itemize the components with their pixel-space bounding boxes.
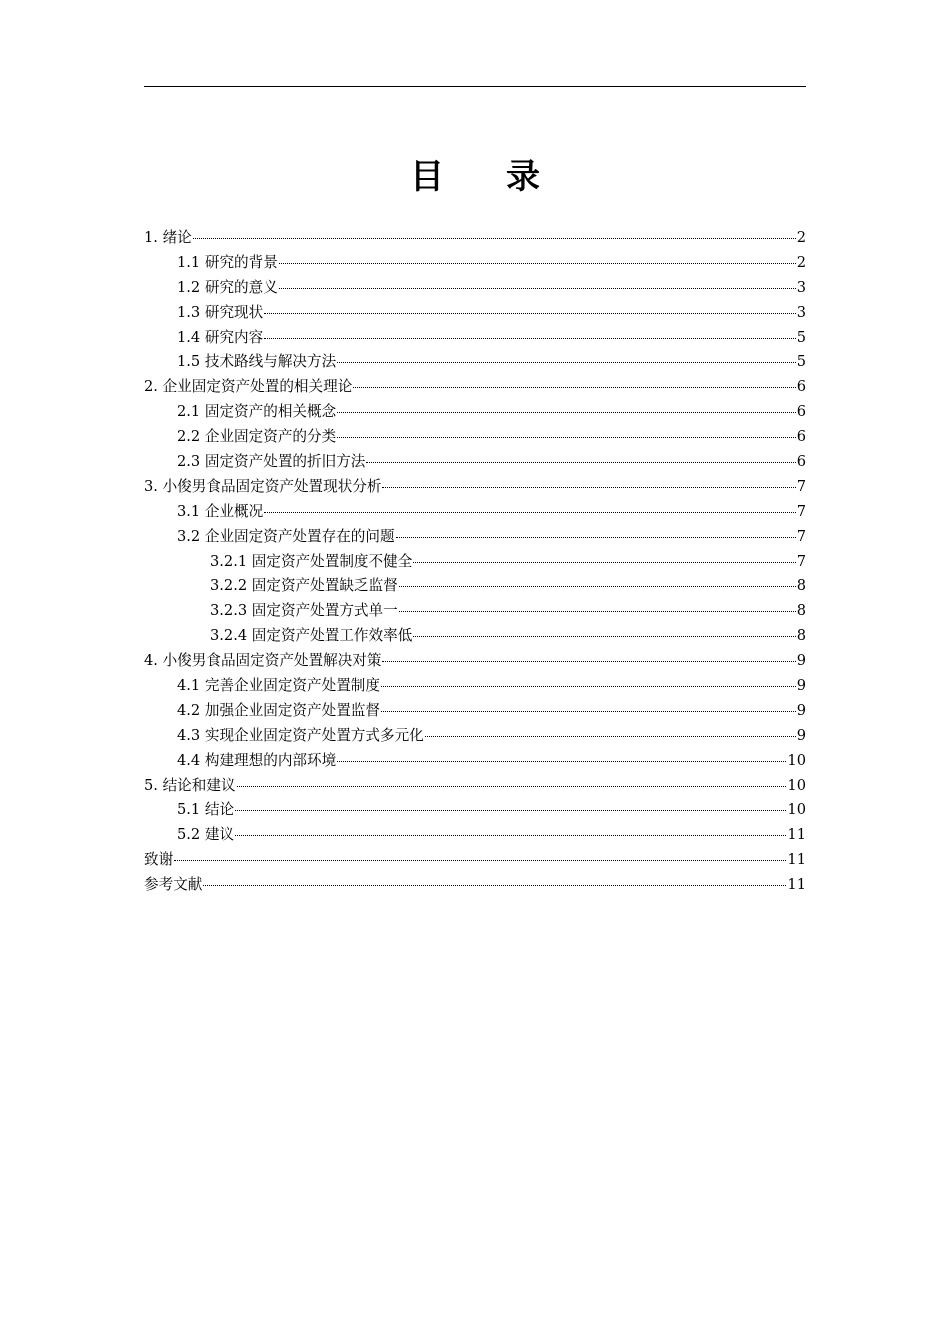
toc-dot-leader [399,597,796,613]
toc-entry[interactable] [144,425,806,450]
toc-dot-leader [399,572,796,588]
toc-entry[interactable] [144,226,806,251]
toc-list [144,226,806,898]
toc-entry[interactable] [144,848,806,873]
toc-entry-label: 1.2 研究的意义 [177,278,278,296]
toc-dot-leader [174,846,786,862]
toc-entry-page: 3 [796,278,806,296]
toc-entry-page: 9 [796,726,806,744]
toc-entry-page: 6 [796,378,806,396]
toc-entry-page: 10 [787,776,806,794]
toc-title-part2: 录 [506,157,540,197]
toc-entry-label: 3. 小俊男食品固定资产处置现状分析 [144,477,382,495]
toc-entry[interactable] [144,400,806,425]
toc-entry[interactable] [144,599,806,624]
toc-dot-leader [413,622,795,638]
toc-dot-leader [382,472,795,488]
toc-entry-page: 6 [796,428,806,446]
toc-dot-leader [413,547,795,563]
toc-entry-page: 3 [796,303,806,321]
toc-entry-label: 3.2 企业固定资产处置存在的问题 [177,527,395,545]
toc-entry[interactable] [144,774,806,799]
toc-entry[interactable] [144,798,806,823]
toc-entry[interactable] [144,251,806,276]
toc-dot-leader [264,497,795,513]
toc-entry-page: 7 [796,552,806,570]
toc-entry[interactable] [144,450,806,475]
toc-entry-label: 2.3 固定资产处置的折旧方法 [177,453,366,471]
toc-entry-label: 2. 企业固定资产处置的相关理论 [144,378,353,396]
toc-entry-page: 8 [796,602,806,620]
header-rule [144,86,806,87]
toc-entry[interactable] [144,276,806,301]
toc-entry-page: 9 [796,701,806,719]
toc-entry[interactable] [144,375,806,400]
toc-dot-leader [337,398,796,414]
toc-entry-page: 9 [796,677,806,695]
toc-entry[interactable] [144,301,806,326]
toc-entry-label: 1. 绪论 [144,229,192,246]
toc-dot-leader [337,746,786,762]
toc-entry[interactable] [144,550,806,575]
toc-title-part1: 目 [410,157,444,197]
toc-dot-leader [264,298,795,314]
toc-entry-label: 3.2.3 固定资产处置方式单一 [210,602,398,620]
toc-dot-leader [366,447,795,463]
toc-entry-page: 10 [787,751,806,769]
toc-entry-label: 5. 结论和建议 [144,776,236,794]
toc-entry-label: 4.1 完善企业固定资产处置制度 [177,677,380,695]
toc-dot-leader [237,771,787,787]
toc-entry-page: 11 [787,851,806,869]
toc-entry-label: 5.2 建议 [177,826,235,844]
toc-entry[interactable] [144,326,806,351]
toc-entry-label: 1.3 研究现状 [177,303,264,321]
toc-entry[interactable] [144,624,806,649]
toc-entry-label: 1.1 研究的背景 [177,253,278,271]
toc-entry-page: 6 [796,453,806,471]
toc-entry-page: 8 [796,627,806,645]
toc-entry-label: 4.3 实现企业固定资产处置方式多元化 [177,726,424,744]
toc-entry-page: 7 [796,527,806,545]
toc-dot-leader [337,348,796,364]
toc-dot-leader [264,323,795,339]
toc-entry-page: 11 [787,826,806,844]
toc-entry-label: 1.4 研究内容 [177,328,264,346]
toc-entry[interactable] [144,500,806,525]
toc-dot-leader [396,522,796,538]
toc-dot-leader [235,796,786,812]
toc-entry[interactable] [144,574,806,599]
toc-entry-page: 5 [796,328,806,346]
toc-dot-leader [203,871,786,887]
toc-entry-page: 11 [787,876,806,894]
toc-entry[interactable] [144,649,806,674]
toc-entry-label: 致谢 [144,851,174,869]
toc-entry-label: 4. 小俊男食品固定资产处置解决对策 [144,652,382,670]
toc-entry-page: 7 [796,477,806,495]
toc-entry-label: 2.1 固定资产的相关概念 [177,403,337,421]
toc-entry[interactable] [144,525,806,550]
toc-dot-leader [279,273,796,289]
toc-title [144,153,806,201]
toc-entry-label: 4.2 加强企业固定资产处置监督 [177,701,380,719]
toc-entry-label: 3.2.4 固定资产处置工作效率低 [210,627,413,645]
toc-entry[interactable] [144,873,806,898]
toc-entry[interactable] [144,724,806,749]
toc-dot-leader [353,373,795,389]
toc-entry-label: 5.1 结论 [177,801,235,819]
toc-entry-label: 2.2 企业固定资产的分类 [177,428,337,446]
toc-entry[interactable] [144,823,806,848]
toc-entry-page: 10 [787,801,806,819]
toc-entry-page: 2 [796,229,806,246]
toc-dot-leader [279,248,796,264]
toc-entry[interactable] [144,475,806,500]
toc-entry-label: 3.1 企业概况 [177,502,264,520]
toc-entry[interactable] [144,749,806,774]
toc-entry-label: 3.2.1 固定资产处置制度不健全 [210,552,413,570]
toc-entry-page: 2 [796,253,806,271]
toc-dot-leader [193,223,796,239]
toc-entry-page: 5 [796,353,806,371]
toc-entry-label: 3.2.2 固定资产处置缺乏监督 [210,577,398,595]
toc-dot-leader [235,821,786,837]
toc-entry[interactable] [144,674,806,699]
toc-dot-leader [382,647,795,663]
toc-dot-leader [381,696,796,712]
toc-entry[interactable] [144,699,806,724]
toc-entry-label: 4.4 构建理想的内部环境 [177,751,337,769]
toc-entry-page: 9 [796,652,806,670]
toc-entry-page: 7 [796,502,806,520]
toc-dot-leader [337,423,796,439]
toc-entry[interactable] [144,350,806,375]
toc-entry-page: 6 [796,403,806,421]
toc-dot-leader [381,671,796,687]
toc-dot-leader [425,721,796,737]
toc-entry-label: 1.5 技术路线与解决方法 [177,353,337,371]
toc-entry-label: 参考文献 [144,876,203,894]
toc-entry-page: 8 [796,577,806,595]
